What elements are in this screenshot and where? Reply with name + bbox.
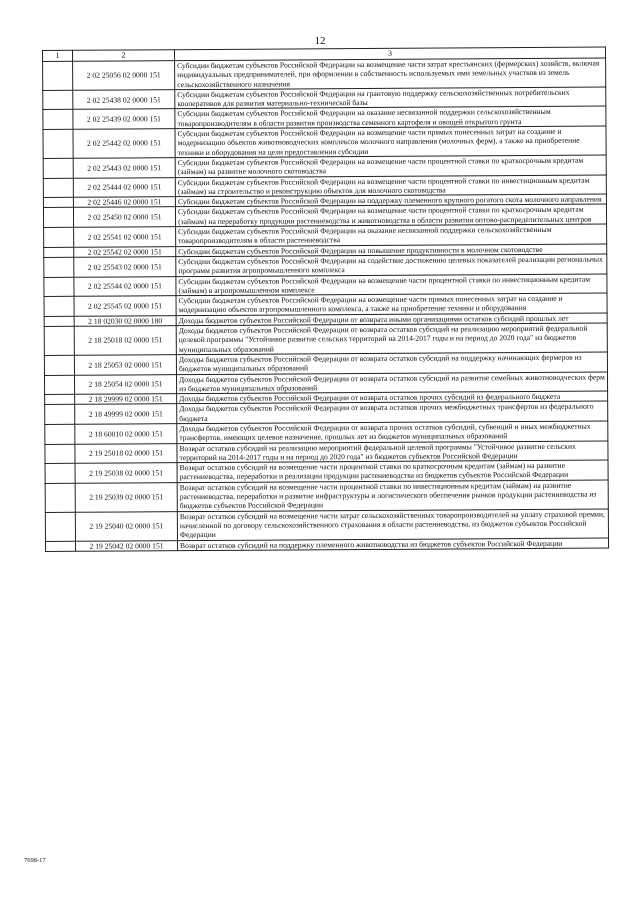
row-number-cell [45,444,75,464]
income-description-cell: Доходы бюджетов субъектов Российской Федерации от возврата остатков прочих межбюджетных трансфертов из федерального бюджета [177,401,608,423]
page-number: 12 [314,35,326,47]
classification-code-cell: 2 02 25056 02 0000 151 [73,61,175,91]
classification-code-cell: 2 19 25039 02 0000 151 [75,482,177,512]
income-description-cell: Доходы бюджетов субъектов Российской Федерации от возврата прочих остатков субсидий, субвенций и иных межбюджетных трансфертов, имеющих целевое назначение, прошлых лет из бюджетов муниципальных образований [177,421,608,443]
income-description-cell: Доходы бюджетов субъектов Российской Федерации от возврата остатков субсидий на развитие семейных животноводческих ферм из бюджетов муниципальных образований [176,372,607,394]
classification-code-cell: 2 18 25053 02 0000 151 [74,355,176,375]
income-description-cell: Субсидии бюджетам субъектов Российской Федерации на возмещение части прямых понесенных затрат на создание и модернизацию объектов животноводческих комплексов молочного направления (молочных ферм), а также на приобретение техники и оборудования на цели предоставления субсидии [175,126,606,158]
row-number-cell [43,178,73,198]
classification-code-cell: 2 02 25438 02 0000 151 [73,90,175,110]
classification-code-cell: 2 02 25442 02 0000 151 [73,129,175,159]
row-number-cell [43,61,73,90]
column-header-1: 1 [43,50,73,61]
income-description-cell: Возврат остатков субсидий на поддержку племенного животноводства из бюджетов субъектов Российской Федерации [177,538,608,551]
row-number-cell [44,355,74,375]
income-codes-table [42,47,609,552]
income-description-cell: Субсидии бюджетам субъектов Российской Федерации на возмещение части процентной ставки по краткосрочным кредитам (займам) на развитие молочного скотоводства [175,155,606,177]
row-number-cell [43,208,73,228]
income-description-cell: Доходы бюджетов субъектов Российской Федерации от возврата остатков субсидий на поддержку начинающих фермеров из бюджетов муниципальных образований [176,352,607,374]
income-description-cell: Субсидии бюджетам субъектов Российской Федерации на возмещение части процентной ставки по инвестиционным кредитам (займам) в агропромышленном комплексе [176,274,607,296]
classification-code-cell: 2 02 25543 02 0000 151 [74,257,176,277]
row-number-cell [44,326,74,355]
income-description-cell: Субсидии бюджетам субъектов Российской Федерации на возмещение части прямых понесенных затрат на создание и модернизацию объектов агропромышленного комплекса, а также на приобретение техники и оборудования [176,293,607,315]
classification-code-cell: 2 02 25450 02 0000 151 [73,207,175,227]
income-description-cell: Субсидии бюджетам субъектов Российской Федерации на содействие достижению целевых показателей реализации региональных программ развития агропромышленного комплекса [176,254,607,276]
table-row [45,480,608,512]
table-row [43,205,606,228]
income-description-cell: Субсидии бюджетам субъектов Российской Федерации на возмещение части процентной ставки по инвестиционным кредитам (займам) на строительство и реконструкцию объектов для молочного скотоводства [175,175,606,197]
income-description-cell: Доходы бюджетов субъектов Российской Федерации от возврата иными организациями остатков субсидий прошлых лет [176,313,607,326]
table-row [43,107,606,130]
classification-code-cell: 2 18 25054 02 0000 151 [74,374,176,394]
row-number-cell [43,197,73,207]
classification-code-cell: 2 02 25443 02 0000 151 [73,158,175,178]
row-number-cell [45,512,75,541]
table-row [45,509,608,541]
document-footer-code: 7698-17 [24,857,46,864]
classification-code-cell: 2 02 25446 02 0000 151 [73,197,175,208]
income-description-cell: Субсидии бюджетам субъектов Российской Федерации на повышение продуктивности в молочном скотоводстве [176,244,607,257]
classification-code-cell: 2 18 49999 02 0000 151 [75,404,177,424]
table-row [43,126,606,158]
classification-code-cell: 2 18 60010 02 0000 151 [75,424,177,444]
row-number-cell [45,394,75,404]
row-number-cell [44,257,74,277]
classification-code-cell: 2 18 29999 02 0000 151 [75,394,177,405]
row-number-cell [45,405,75,425]
column-header-3: 3 [175,47,606,61]
row-number-cell [43,158,73,178]
income-description-cell: Субсидии бюджетам субъектов Российской Федерации на грантовую поддержку сельскохозяйственных потребительских кооперативов для развития материально-технической базы [175,87,606,109]
row-number-cell [44,375,74,395]
table-row [45,460,608,483]
row-number-cell [44,296,74,316]
income-description-cell: Субсидии бюджетам субъектов Российской Федерации на возмещение части процентной ставки по краткосрочным кредитам (займам) на переработку продукции растениеводства и животноводства в области развития оптово-распределительных центров [175,205,606,227]
row-number-cell [45,483,75,512]
table-row [44,323,607,355]
classification-code-cell: 2 02 25544 02 0000 151 [74,276,176,296]
classification-code-cell: 2 02 25542 02 0000 151 [74,246,176,257]
classification-code-cell: 2 19 25038 02 0000 151 [75,463,177,483]
row-number-cell [43,110,73,130]
income-description-cell: Возврат остатков субсидий на реализацию мероприятий федеральной целевой программы "Устойчивое развитие сельских территорий на 2014-2017 годы и на период до 2020 года" из бюджетов субъектов Российской Федерации [177,441,608,463]
income-description-cell: Субсидии бюджетам субъектов Российской Федерации на возмещение части затрат крестьянских (фермерских) хозяйств, включая индивидуальных предпринимателей, при оформлении в собственность используемых ими земельных участков из земель сельскохозяйственного назначения [175,58,606,90]
income-description-cell: Возврат остатков субсидий на возмещение части затрат сельскохозяйственных товаропроизводителей на уплату страховой премии, начисленной по договору сельскохозяйственного страхования в области растениеводства, из бюджетов субъектов Российской Федерации [177,509,608,541]
classification-code-cell: 2 18 25018 02 0000 151 [74,326,176,356]
column-header-2: 2 [73,50,175,62]
classification-code-cell: 2 02 25444 02 0000 151 [73,177,175,197]
table-row [43,58,606,90]
classification-code-cell: 2 02 25541 02 0000 151 [74,227,176,247]
classification-code-cell: 2 19 25040 02 0000 151 [75,511,177,541]
table-body [43,58,609,551]
row-number-cell [44,247,74,257]
income-description-cell: Субсидии бюджетам субъектов Российской Федерации на оказание несвязанной поддержки сельскохозяйственным товаропроизводителям в области развития производства семенного картофеля и овощей открытого грунта [175,107,606,129]
row-number-cell [44,277,74,297]
classification-code-cell: 2 19 25042 02 0000 151 [75,540,177,551]
row-number-cell [45,541,75,551]
row-number-cell [43,129,73,158]
row-number-cell [44,227,74,247]
classification-code-cell: 2 02 25545 02 0000 151 [74,296,176,316]
income-description-cell: Доходы бюджетов субъектов Российской Федерации от возврата остатков субсидий на реализацию мероприятий федеральной целевой программы "Устойчивое развитие сельских территорий на 2014-2017 годы и на период до 2020 года" из бюджетов муниципальных образований [176,323,607,355]
income-description-cell: Доходы бюджетов субъектов Российской Федерации от возврата остатков прочих субсидий из федерального бюджета [177,391,608,404]
income-description-cell: Возврат остатков субсидий на возмещение части процентной ставки по инвестиционным кредитам (займам) на развитие растениеводства, переработки и развитие инфраструктуры и логистического обеспечения рынков продукции растениеводства из бюджетов субъектов Российской Федерации [177,480,608,512]
income-description-cell: Возврат остатков субсидий на возмещение части процентной ставки по краткосрочным кредитам (займам) на развитие растениеводства, переработки и реализации продукции растениеводства из бюджетов субъектов Российской Федерации [177,460,608,482]
row-number-cell [44,316,74,326]
classification-code-cell: 2 02 25439 02 0000 151 [73,109,175,129]
classification-code-cell: 2 19 25018 02 0000 151 [75,443,177,463]
row-number-cell [45,463,75,483]
table-row [45,538,608,552]
classification-code-cell: 2 18 02030 02 0000 180 [74,315,176,326]
row-number-cell [45,424,75,444]
income-description-cell: Субсидии бюджетам субъектов Российской Федерации на оказание несвязанной поддержки сельскохозяйственным товаропроизводителям в области растениеводства [176,224,607,246]
income-description-cell: Субсидии бюджетам субъектов Российской Федерации на поддержку племенного крупного рогатого скота молочного направления [175,194,606,207]
row-number-cell [43,90,73,110]
table-row [44,293,607,316]
